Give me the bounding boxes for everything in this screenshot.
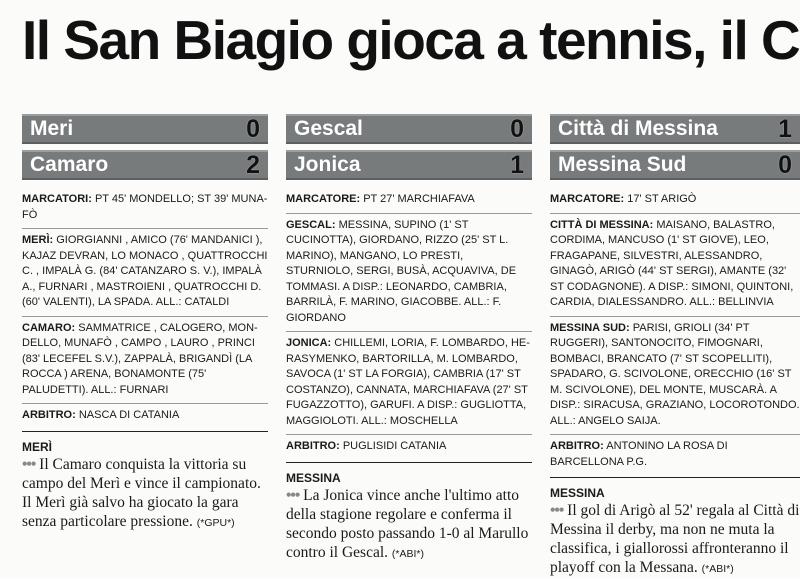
comment-title: MESSINA (550, 486, 605, 500)
referee-label: ARBITRO: (286, 440, 340, 452)
team-name: Meri (30, 117, 74, 140)
match-column-3 (550, 114, 800, 576)
divider (286, 462, 532, 463)
team-score: 2 (246, 150, 260, 179)
comment-title: MERÌ (22, 439, 52, 454)
team-name: Città di Messina (558, 117, 718, 140)
referee-label: ARBITRO: (22, 409, 76, 421)
bullet-dots: ••• (550, 502, 564, 519)
divider (550, 477, 800, 478)
scorers-label: MARCATORE: (550, 193, 625, 205)
comment-text (22, 455, 268, 533)
scorers-label: MARCATORE: (286, 193, 361, 205)
scorers-text: 17' ST ARIGÒ (627, 193, 697, 205)
referee-text: PUGLISIDI CATANIA (342, 440, 447, 452)
team-score: 0 (246, 114, 260, 143)
comment-text (286, 486, 532, 564)
bullet-dots: ••• (286, 486, 300, 504)
lineup-text: MESSINA, SUPINO (1' ST CUCINOTTA), GIORDANO, RIZZO (25' ST L. MARINO), MANGANO, LO PRESTI, STURNIOLO, SERGI, BUSÀ, ACQUAVIVA, DE TOMMASI. A DISP.: LEONARDO, CAMBRIA, BARRILÀ, F. MARINO, GIACOBBE. ALL.: F. GIORDANO (286, 218, 517, 324)
team-row-2 (286, 150, 532, 180)
referee-text: NASCA DI CATANIA (78, 409, 180, 421)
scorers-block (286, 188, 532, 213)
comment-body: Il Camaro conquista la vittoria su campo del Merì e vince il campionato. Il Merì già salvo ha giocato la gara senza particolare pressione. (22, 455, 261, 530)
team-row-1 (550, 114, 800, 144)
author-signature: (*ABI*) (701, 563, 734, 575)
team-name: Jonica (294, 153, 361, 176)
divider (22, 431, 268, 432)
referee-block (286, 434, 532, 460)
team-score: 1 (778, 114, 792, 143)
comment-title: MESSINA (286, 470, 341, 485)
lineup-label: GESCAL: (286, 218, 336, 231)
team-row-2 (22, 150, 268, 180)
lineup-text: SAMMATRICE , CALOGERO, MON-DELLO, MUNAFÒ , CAMPO , LAURO , PRINCI (83' LECEFEL S.V.), ZAPPALÀ, BRIGANDÌ (LA ROCCA ) ARENA, BONAMONTE (75' PALUDETTI). ALL.: FURNARI (22, 321, 258, 396)
scorers-text: PT 45' MONDELLO; ST 39' MUNA-FÒ (22, 193, 268, 221)
team-row-2 (550, 150, 800, 180)
lineup-label: MESSINA SUD: (550, 321, 630, 334)
headline: Il San Biagio gioca a tennis, il C (22, 9, 800, 71)
lineup-text: CHILLEMI, LORIA, F. LOMBARDO, HE-RASYMENKO, BARTORILLA, M. LOMBARDO, SAVOCA (1' ST LA FORGIA), CAMBRIA (17' ST COSTANZO), CANNATA, MARCHIAFAVA (27' ST FUGAZZOTTO), GARUFI. A DISP.: GUGLIOTTA, MAGGIOLOTI. ALL.: MOSCHELLA (286, 337, 530, 427)
match-column-1 (22, 114, 268, 544)
comment-body: La Jonica vince anche l'ultimo atto della stagione regolare e conferma il secondo posto passando 1-0 al Marullo contro il Gescal. (286, 486, 529, 561)
scorers-block (22, 188, 268, 228)
lineup-label: MERÌ: (22, 234, 54, 246)
referee-label: ARBITRO: (550, 440, 604, 452)
team-score: 1 (510, 150, 524, 179)
lineup-block-2 (286, 331, 532, 434)
author-signature: (*ABI*) (391, 547, 424, 560)
lineup-text: PARISI, GRIOLI (34' PT RUGGERI), SANTONOCITO, FIMOGNARI, BOMBACI, BRANCATO (7' ST SCOPELLITI), SPADARO, G. SCIVOLONE, ORECCHIO (16' ST M. SCIVOLONE), DEL MONTE, MUSCARÀ. A DISP.: SIRACUSA, GRAZIANO, LOCOROTONDO. ALL.: ANGELO SAIJA. (550, 321, 800, 427)
lineup-block-1 (22, 228, 268, 316)
team-name: Messina Sud (558, 153, 687, 176)
scorers-block (550, 188, 800, 213)
match-column-2 (286, 114, 532, 561)
comment-body: Il gol di Arigò al 52' regala al Città di Messina il derby, ma non ne muta la classifica, i giallorossi affronteranno il playoff con la Messana. (550, 502, 800, 576)
bullet-dots: ••• (22, 455, 36, 473)
author-signature: (*GPU*) (196, 516, 235, 529)
lineup-text: GIORGIANNI , AMICO (76' MANDANICI ), KAJAZ DEVRAN, LO MONACO , QUATTROCCHI C. , IMPALÀ G. (84' CATANZARO S. V.), IMPALÀ A., FURNARI , MASTROIENI , QUATROCCHI D. (60' VALENTI), LA SPADA. ALL.: CATALDI (22, 234, 268, 308)
lineup-block-2 (22, 316, 268, 404)
lineup-block-1 (550, 213, 800, 316)
team-row-1 (22, 114, 268, 144)
referee-block (550, 434, 800, 475)
referee-text: ANTONINO LA ROSA DI BARCELLONA P.G. (550, 440, 728, 468)
team-score: 0 (778, 150, 792, 179)
lineup-label: CAMARO: (22, 321, 76, 334)
scorers-label: MARCATORI: (22, 193, 92, 205)
team-name: Gescal (294, 117, 363, 140)
lineup-label: CITTÀ DI MESSINA: (550, 218, 654, 231)
team-row-1 (286, 114, 532, 144)
lineup-block-2 (550, 316, 800, 435)
lineup-block-1 (286, 213, 532, 332)
scorers-text: PT 27' MARCHIAFAVA (363, 193, 475, 205)
team-score: 0 (510, 114, 524, 143)
lineup-text: MAISANO, BALASTRO, CORDIMA, MANCUSO (1' ST GIOVE), LEO, FRAGAPANE, SILVESTRI, ALESSANDRO, GINAGÒ, ARIGÒ (44' ST SERGI), AMANTE (32' ST CODAGNONE). A DISP.: SIMONI, QUINTONI, CARDIA, DIALESSANDRO. ALL.: BELLINVIA (550, 218, 794, 308)
comment-text (550, 501, 800, 579)
referee-block (22, 403, 268, 429)
team-name: Camaro (30, 153, 109, 176)
lineup-label: JONICA: (286, 337, 332, 349)
